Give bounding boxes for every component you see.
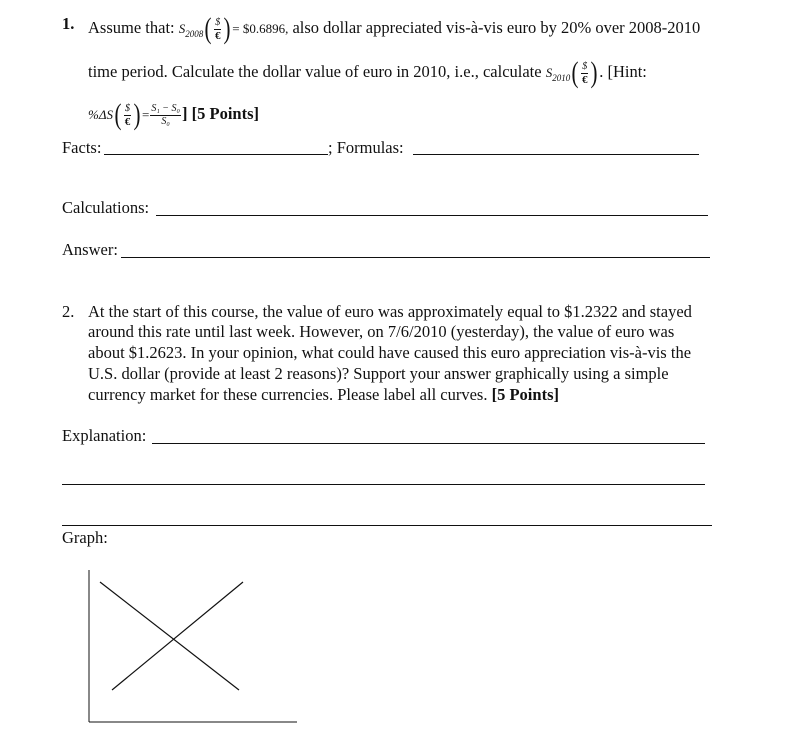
paren-open: ( (114, 98, 122, 131)
answer-label: Answer: (62, 240, 118, 259)
q1-line2-text: time period. Calculate the dollar value of euro in 2010, i.e., calculate (88, 61, 546, 81)
paren-close: ) (590, 56, 598, 89)
q2-line-1: At the start of this course, the value of euro was approximately equal to $1.2322 and stayed (88, 302, 692, 321)
hint-label: . [Hint: (599, 61, 647, 81)
q2-line-5: currency market for these currencies. Please label all curves. [5 Points] (88, 385, 559, 404)
q2-points: [5 Points] (491, 385, 559, 404)
q2-number: 2. (62, 302, 75, 321)
spot-symbol-2010: $S_{2010}$ (545, 64, 571, 83)
paren-open: ( (204, 12, 212, 45)
q1-number: 1. (62, 14, 75, 33)
q1-points: ] [5 Points] (182, 103, 260, 123)
paren-open: ( (571, 56, 579, 89)
q2-line-2: around this rate until last week. However, on 7/6/2010 (yesterday), the value of euro was (88, 322, 675, 341)
calculations-label: Calculations: (62, 198, 150, 217)
formulas-label: ; Formulas: (328, 138, 404, 157)
explanation-label: Explanation: (62, 426, 147, 445)
graph-label: Graph: (62, 528, 108, 547)
paren-close: ) (133, 98, 141, 131)
hint-equals: = (141, 106, 150, 122)
paren-close: ) (223, 12, 231, 45)
q2-line-4: U.S. dollar (provide at least 2 reasons)? Support your answer graphically using a simple (88, 364, 669, 383)
dollar-per-euro-fraction-2010: $\frac{\$}{€}$ (581, 60, 588, 86)
q1-line1-lead: Assume that: (88, 17, 179, 37)
dollar-per-euro-fraction: $\frac{\$}{€}$ (215, 16, 221, 42)
q1-value: = $0.6896, (232, 20, 289, 36)
demand-curve (100, 582, 239, 690)
percent-change-fraction: $\frac{\text{S₁ − S₀}}{\text{S₀}}$ (151, 102, 181, 127)
spot-symbol-2008: $S_{2008}$ (178, 20, 204, 39)
facts-label: Facts: (62, 138, 102, 157)
supply-curve (112, 582, 243, 690)
percent-change-symbol: %ΔS (88, 106, 113, 122)
q2-line-3: about $1.2623. In your opinion, what could have caused this euro appreciation vis-à-vis the (88, 343, 692, 362)
q1-line1-rest: also dollar appreciated vis-à-vis euro by 20% over 2008-2010 (288, 17, 701, 37)
hint-dollar-per-euro: $\frac{\$}{€}$ (124, 102, 131, 128)
